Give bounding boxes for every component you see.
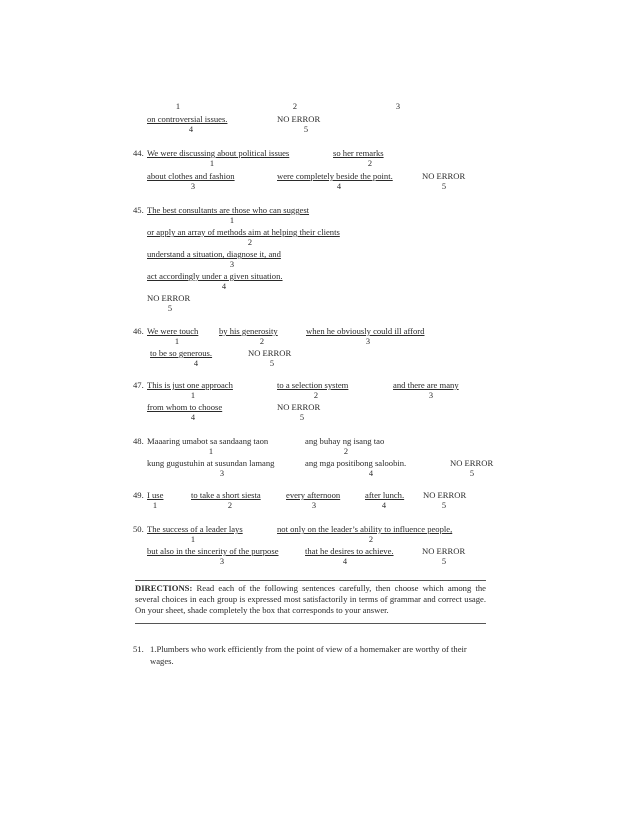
option-2-text: by his generosity: [219, 326, 278, 336]
option-number: 1: [190, 391, 196, 400]
option-number: 1: [152, 501, 158, 510]
no-error-option: NO ERROR: [423, 490, 467, 500]
directions-text: Read each of the following sentences carefully, then choose which among the several choices in each group is expressed most satisfactorily in terms of grammar and correct usage. On your sheet, shade completely the box that corresponds to your answer.: [135, 583, 486, 615]
option-3-text: kung gugustuhin at susundan lamang: [147, 458, 275, 468]
option-number: 3: [229, 260, 235, 269]
option-number: 5: [441, 501, 447, 510]
no-error-option: NO ERROR: [147, 293, 191, 303]
option-number: 3: [311, 501, 317, 510]
option-number: 5: [167, 304, 173, 313]
option-number: 1: [174, 337, 180, 346]
option-number: 3: [190, 182, 196, 191]
no-error-option: NO ERROR: [277, 114, 321, 124]
question-number: 45.: [133, 205, 144, 215]
option-number: 1: [190, 535, 196, 544]
directions-label: DIRECTIONS:: [135, 583, 193, 593]
question-number: 46.: [133, 326, 144, 336]
option-4-text: on controversial issues.: [147, 114, 228, 124]
no-error-option: NO ERROR: [450, 458, 494, 468]
option-number: 3: [365, 337, 371, 346]
option-number: 4: [342, 557, 348, 566]
option-2-text: ang buhay ng isang tao: [305, 436, 385, 446]
option-4-text: that he desires to achieve.: [305, 546, 394, 556]
option-4-text: from whom to choose: [147, 402, 223, 412]
option-number: 2: [227, 501, 233, 510]
no-error-option: NO ERROR: [422, 546, 466, 556]
option-number: 5: [441, 182, 447, 191]
option-number: 1: [175, 102, 181, 111]
no-error-option: NO ERROR: [277, 402, 321, 412]
option-number: 4: [193, 359, 199, 368]
question-number: 44.: [133, 148, 144, 158]
option-number: 4: [190, 413, 196, 422]
option-3-text: but also in the sincerity of the purpose: [147, 546, 279, 556]
option-3-text: when he obviously could ill afford: [306, 326, 425, 336]
option-1-text: I use: [147, 490, 164, 500]
option-number: 4: [188, 125, 194, 134]
option-2-text: or apply an array of methods aim at helping their clients: [147, 227, 340, 237]
question-number: 49.: [133, 490, 144, 500]
option-number: 2: [368, 535, 374, 544]
option-number: 1: [209, 159, 215, 168]
question-number: 48.: [133, 436, 144, 446]
option-2-text: to a selection system: [277, 380, 349, 390]
option-2-text: to take a short siesta: [191, 490, 261, 500]
directions-top-rule: [135, 580, 486, 581]
directions-bottom-rule: [135, 623, 486, 624]
option-number: 3: [395, 102, 401, 111]
sentence-1-line-2: wages.: [150, 656, 174, 666]
option-number: 3: [428, 391, 434, 400]
option-4-text: to be so generous.: [150, 348, 213, 358]
option-number: 5: [441, 557, 447, 566]
option-number: 4: [221, 282, 227, 291]
option-3-text: and there are many: [393, 380, 459, 390]
directions-paragraph: [135, 583, 486, 616]
no-error-option: NO ERROR: [248, 348, 292, 358]
option-number: 2: [292, 102, 298, 111]
option-4-text: ang mga positibong saloobin.: [305, 458, 407, 468]
option-number: 4: [368, 469, 374, 478]
option-number: 5: [469, 469, 475, 478]
option-number: 2: [313, 391, 319, 400]
question-number: 47.: [133, 380, 144, 390]
option-number: 5: [299, 413, 305, 422]
option-number: 5: [269, 359, 275, 368]
option-3-text: about clothes and fashion: [147, 171, 235, 181]
option-1-text: Maaaring umabot sa sandaang taon: [147, 436, 269, 446]
option-2-text: not only on the leader’s ability to influence people,: [277, 524, 453, 534]
option-1-text: The best consultants are those who can suggest: [147, 205, 310, 215]
option-number: 3: [219, 557, 225, 566]
option-3-text: understand a situation, diagnose it, and: [147, 249, 281, 259]
option-number: 2: [367, 159, 373, 168]
option-number: 4: [336, 182, 342, 191]
sentence-1-line-1: 1.Plumbers who work efficiently from the point of view of a homemaker are worthy of their: [150, 644, 467, 654]
option-number: 2: [343, 447, 349, 456]
option-1-text: We were touch: [147, 326, 199, 336]
option-number: 2: [247, 238, 253, 247]
option-number: 2: [259, 337, 265, 346]
option-2-text: so her remarks: [333, 148, 384, 158]
option-number: 3: [219, 469, 225, 478]
option-number: 5: [303, 125, 309, 134]
option-1-text: This is just one approach: [147, 380, 233, 390]
option-number: 4: [381, 501, 387, 510]
no-error-option: NO ERROR: [422, 171, 466, 181]
option-1-text: The success of a leader lays: [147, 524, 243, 534]
option-4-text: after lunch.: [365, 490, 405, 500]
option-number: 1: [229, 216, 235, 225]
option-3-text: every afternoon: [286, 490, 341, 500]
option-4-text: act accordingly under a given situation.: [147, 271, 283, 281]
question-number: 51.: [133, 644, 144, 654]
option-1-text: We were discussing about political issues: [147, 148, 290, 158]
option-number: 1: [208, 447, 214, 456]
question-number: 50.: [133, 524, 144, 534]
option-4-text: were completely beside the point.: [277, 171, 393, 181]
